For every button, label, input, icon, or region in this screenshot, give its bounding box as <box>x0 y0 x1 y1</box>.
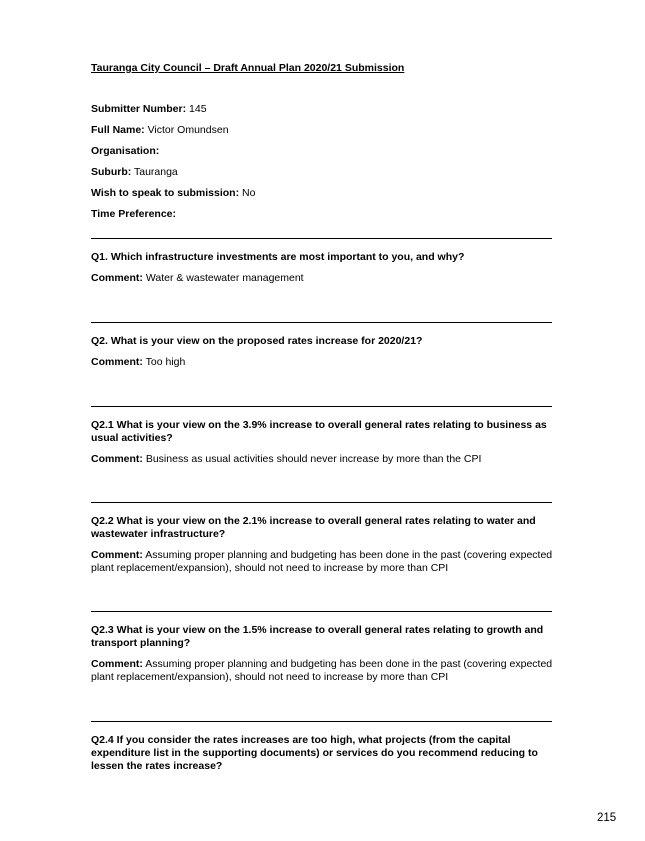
time-preference-label: Time Preference: <box>91 208 177 220</box>
comment-label: Comment: <box>91 453 143 465</box>
comment-label: Comment: <box>91 356 143 368</box>
full-name-field <box>91 124 553 137</box>
comment-value: Water & wastewater management <box>142 272 304 284</box>
speak-to-submission-value: No <box>239 187 256 199</box>
question-text: Q2.4 If you consider the rates increases are too high, what projects (from the capital expenditure list in the supporting documents) or services do you recommend reducing to lessen the rates increase? <box>91 734 538 772</box>
question-block-q1 <box>91 238 553 285</box>
page-number: 215 <box>597 812 617 824</box>
comment-value: Business as usual activities should never increase by more than the CPI <box>142 453 482 465</box>
submitter-number-field <box>91 103 553 116</box>
comment-text <box>91 658 553 684</box>
submitter-details <box>91 103 553 221</box>
submitter-number-value: 145 <box>186 103 207 115</box>
suburb-value: Tauranga <box>131 166 178 178</box>
document-content <box>91 62 553 772</box>
comment-label: Comment: <box>91 549 143 561</box>
comment-label: Comment: <box>91 272 143 284</box>
question-block-q2-2 <box>91 502 553 575</box>
comment-text <box>91 549 553 575</box>
comment-value: Too high <box>142 356 186 368</box>
organisation-field <box>91 145 553 158</box>
section-divider <box>91 406 552 407</box>
question-block-q2 <box>91 322 553 369</box>
section-divider <box>91 502 552 503</box>
full-name-label: Full Name: <box>91 124 145 136</box>
comment-text <box>91 272 553 285</box>
submitter-number-label: Submitter Number: <box>91 103 187 115</box>
comment-text <box>91 453 553 466</box>
section-divider <box>91 721 552 722</box>
comment-text <box>91 356 553 369</box>
speak-to-submission-label: Wish to speak to submission: <box>91 187 240 199</box>
section-divider <box>91 611 552 612</box>
full-name-value: Victor Omundsen <box>144 124 229 136</box>
question-text: Q1. Which infrastructure investments are most important to you, and why? <box>91 251 465 263</box>
section-divider <box>91 322 552 323</box>
speak-to-submission-field <box>91 187 553 200</box>
question-text: Q2. What is your view on the proposed rates increase for 2020/21? <box>91 335 423 347</box>
question-text: Q2.1 What is your view on the 3.9% increase to overall general rates relating to business as usual activities? <box>91 419 547 444</box>
organisation-label: Organisation: <box>91 145 160 157</box>
section-divider <box>91 238 552 239</box>
comment-value: Assuming proper planning and budgeting has been done in the past (covering expected plant replacement/expansion), should not need to increase by more than CPI <box>91 658 553 683</box>
comment-value: Assuming proper planning and budgeting has been done in the past (covering expected plant replacement/expansion), should not need to increase by more than CPI <box>91 549 553 574</box>
suburb-field <box>91 166 553 179</box>
time-preference-field <box>91 208 553 221</box>
question-text: Q2.3 What is your view on the 1.5% increase to overall general rates relating to growth and transport planning? <box>91 624 544 649</box>
question-text: Q2.2 What is your view on the 2.1% increase to overall general rates relating to water and wastewater infrastructure? <box>91 515 536 540</box>
comment-label: Comment: <box>91 658 143 670</box>
suburb-label: Suburb: <box>91 166 132 178</box>
document-title: Tauranga City Council – Draft Annual Plan 2020/21 Submission <box>91 62 405 74</box>
question-block-q2-4 <box>91 721 553 773</box>
question-block-q2-3 <box>91 611 553 684</box>
question-block-q2-1 <box>91 406 553 466</box>
